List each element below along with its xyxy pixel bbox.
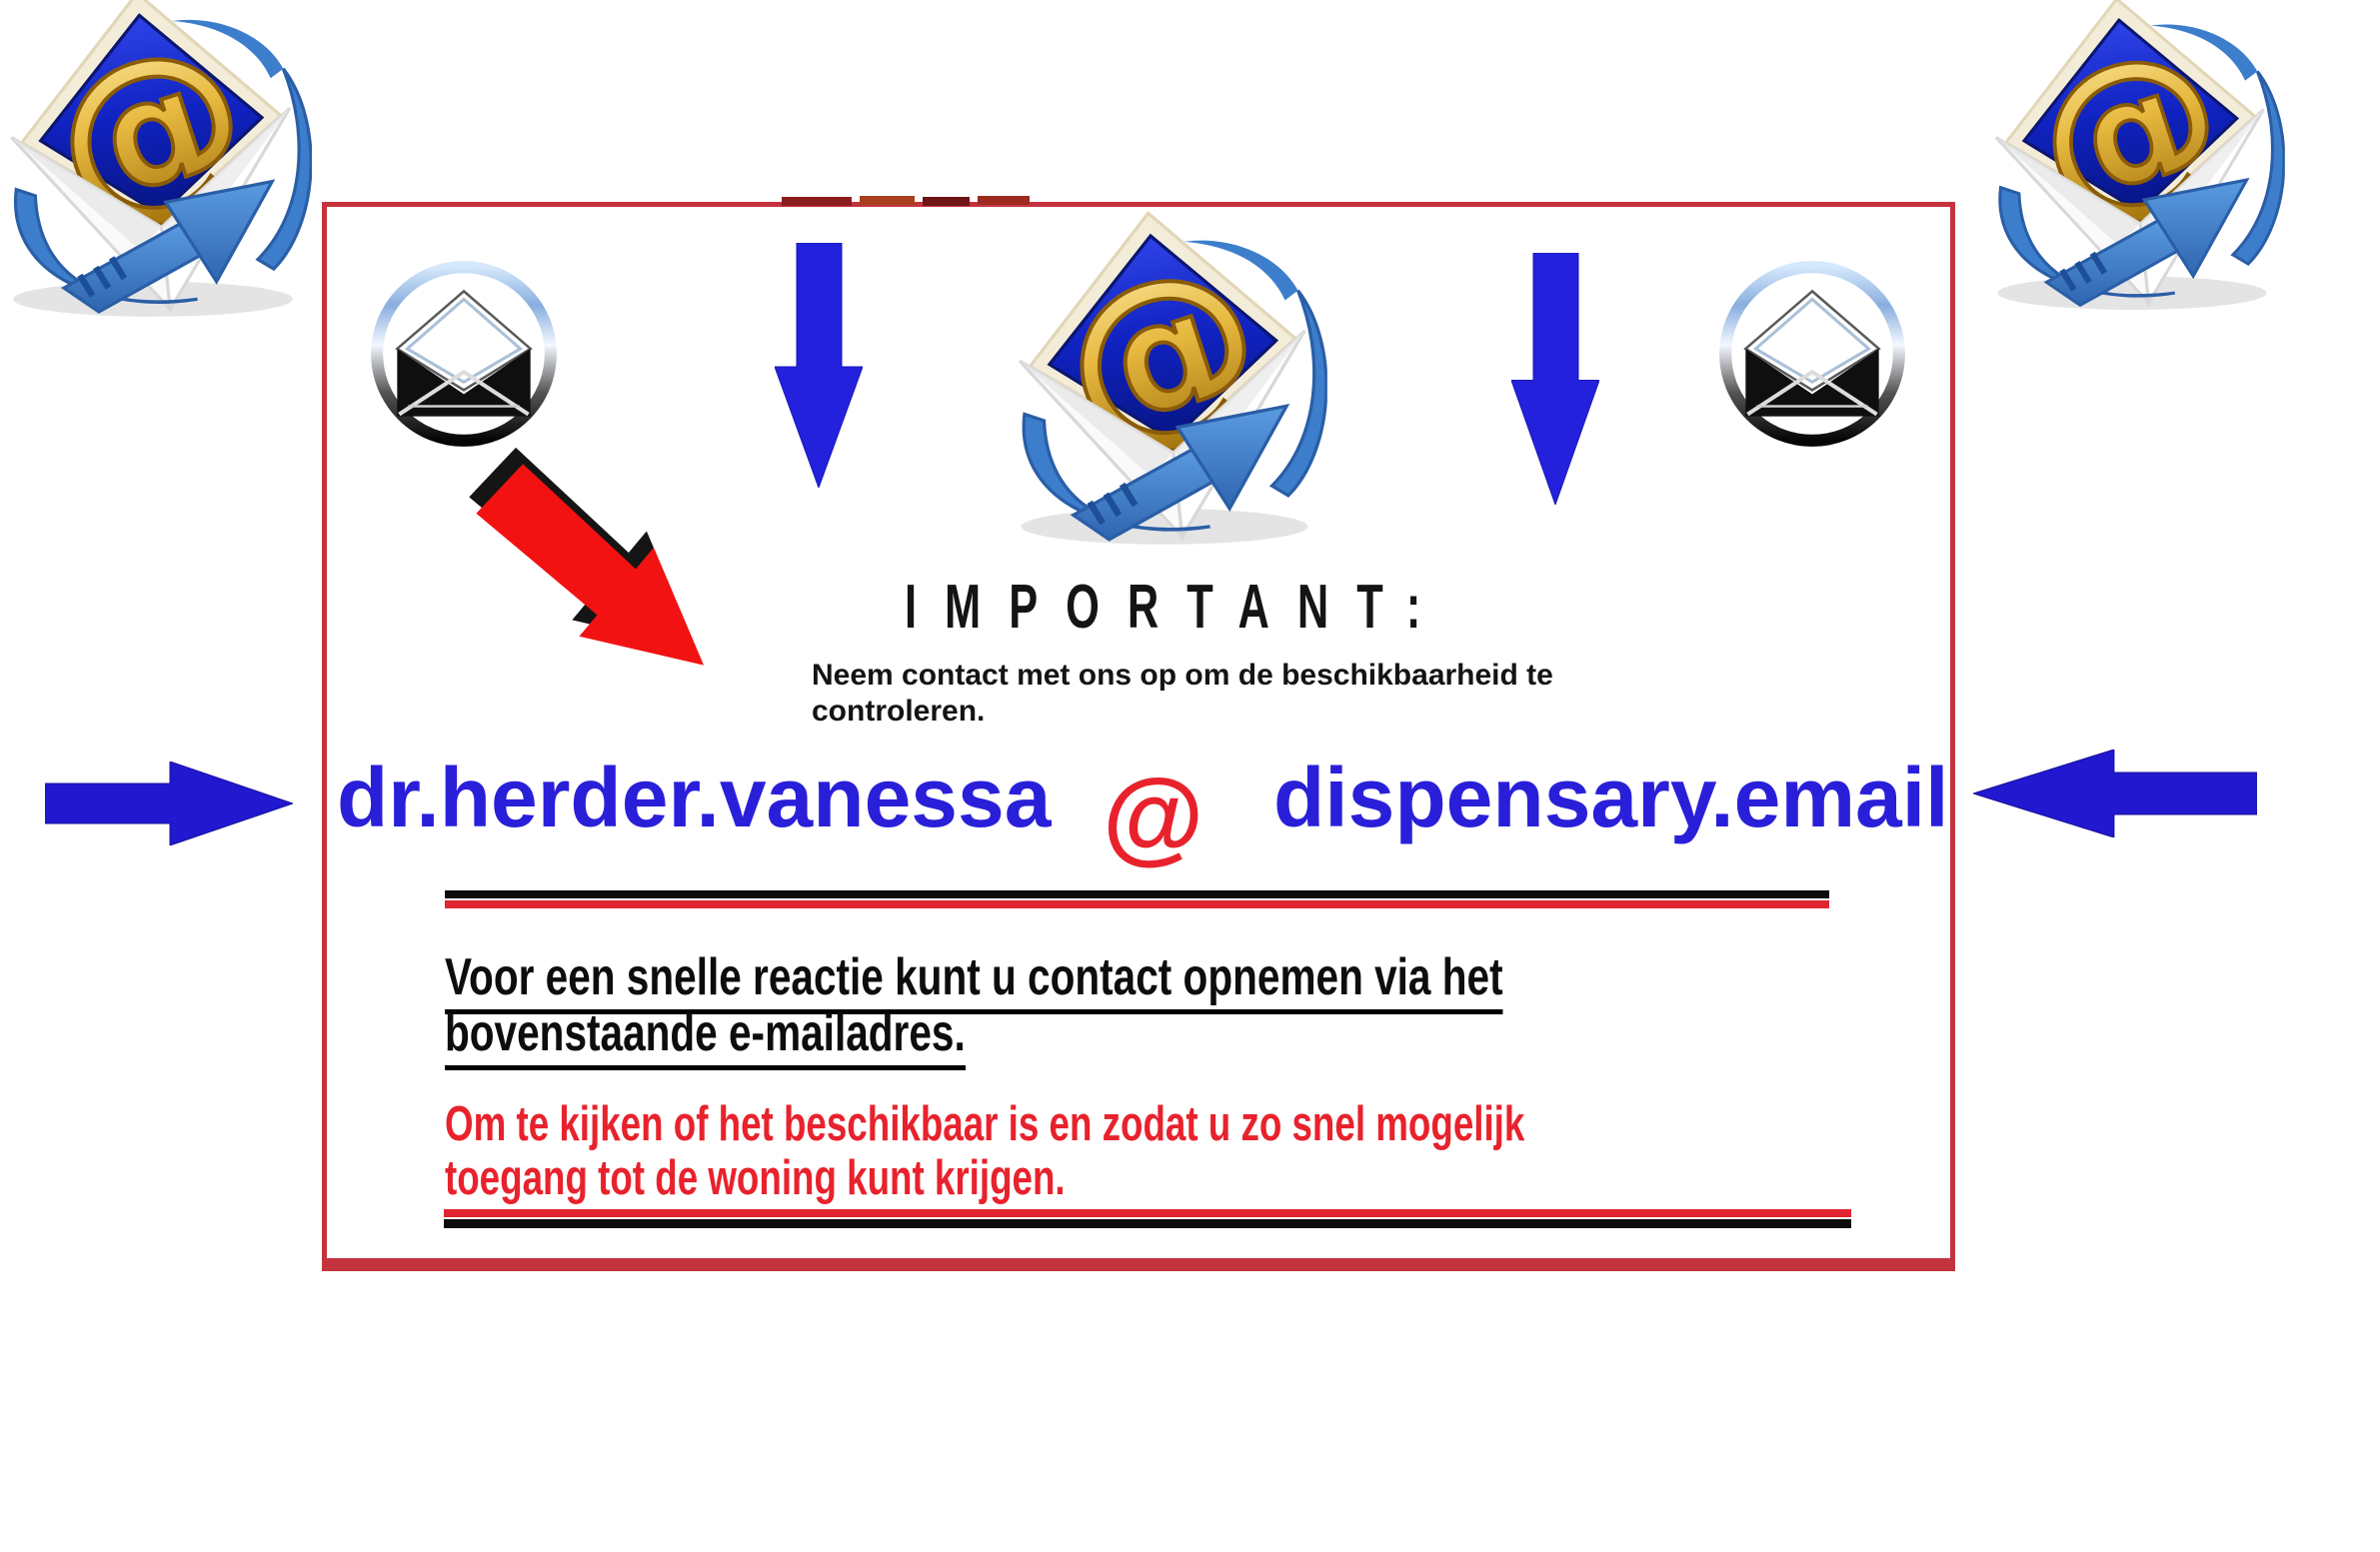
- open-envelope-circle-icon: [363, 253, 565, 455]
- important-heading: IMPORTANT:: [905, 573, 1449, 642]
- down-arrow-icon: [775, 243, 863, 488]
- email-domain: dispensary.email: [1273, 751, 1949, 844]
- clipped-text-sliver: [782, 197, 852, 206]
- email-3d-icon: [0, 0, 312, 320]
- clipped-text-sliver: [860, 196, 915, 205]
- divider-red: [445, 900, 1829, 908]
- email-3d-icon: [1002, 206, 1327, 548]
- fast-reply-line2-wrap: [445, 1004, 1113, 1070]
- divider-black: [445, 890, 1829, 898]
- red-diagonal-arrow-icon: [450, 436, 750, 696]
- right-arrow-icon: [45, 762, 293, 845]
- divider-black: [444, 1219, 1851, 1228]
- email-local-part: dr.herder.vanessa: [337, 751, 1052, 844]
- fast-reply-line2: bovenstaande e-mailadres.: [445, 1007, 966, 1070]
- contact-note-line1: Neem contact met ons op om de beschikbaarheid te: [812, 659, 1553, 692]
- divider-red: [444, 1209, 1851, 1217]
- down-arrow-icon: [1511, 253, 1599, 505]
- availability-line2: toegang tot de woning kunt krijgen.: [445, 1151, 1066, 1205]
- clipped-text-sliver: [923, 197, 970, 206]
- fast-reply-line1: Voor een snelle reactie kunt u contact opnemen via het: [445, 951, 1503, 1014]
- clipped-text-sliver: [978, 196, 1030, 205]
- contact-note-line2: controleren.: [812, 695, 986, 728]
- email-at-symbol: @: [1103, 759, 1204, 874]
- availability-line1: Om te kijken of het beschikbaar is en zodat u zo snel mogelijk: [445, 1097, 1525, 1151]
- email-3d-icon: [1979, 0, 2285, 313]
- left-arrow-icon: [1973, 750, 2257, 837]
- open-envelope-circle-icon: [1711, 253, 1913, 455]
